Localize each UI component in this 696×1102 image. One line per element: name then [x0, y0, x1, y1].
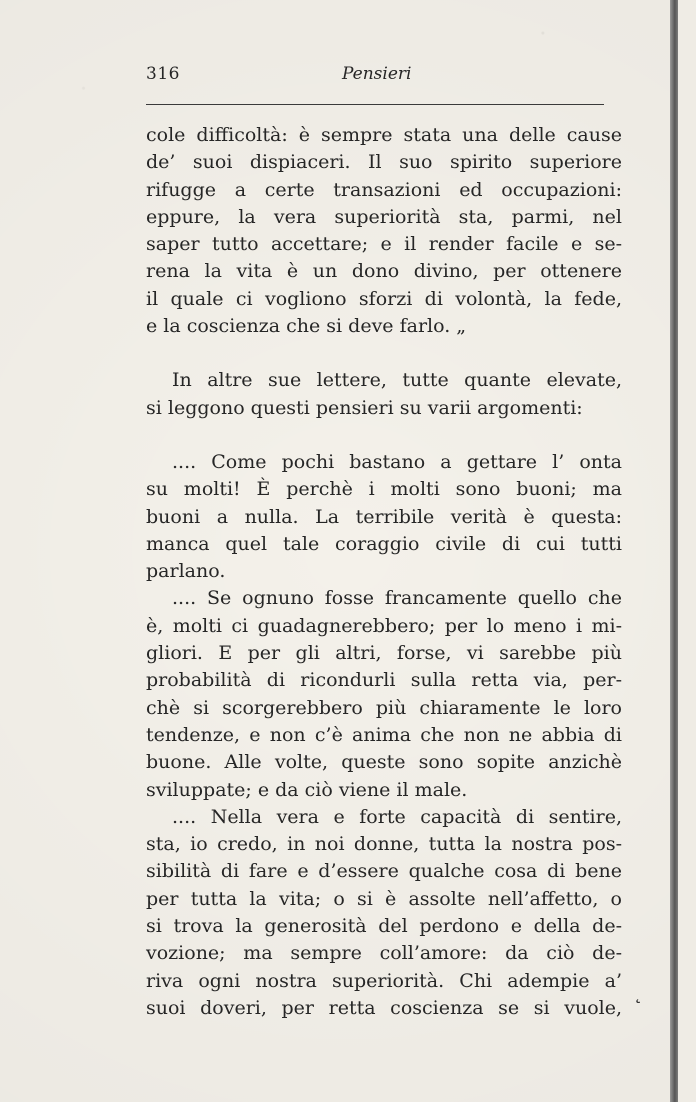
text-line: probabilità di ricondurli sulla retta via, per- — [146, 669, 622, 692]
text-line: tendenze, e non c’è anima che non ne abbia di — [146, 723, 622, 746]
text-line: per tutta la vita; o si è assolte nell’affetto, o — [146, 887, 622, 910]
paragraph-thought-2 — [146, 585, 622, 803]
text-line: .... Nella vera e forte capacità di sentire, — [172, 805, 622, 828]
running-title: Pensieri — [342, 64, 412, 84]
page-header — [146, 64, 604, 90]
text-line: buone. Alle volte, queste sono sopite anzichè — [146, 751, 622, 774]
ink-mark: ˛ — [633, 980, 643, 1004]
text-line: .... Se ognuno fosse francamente quello che — [172, 587, 622, 610]
text-line: si trova la generosità del perdono e della de- — [146, 915, 622, 938]
text-line: eppure, la vera superiorità sta, parmi, nel — [146, 205, 622, 228]
paragraph-continuation — [146, 122, 622, 340]
text-line: sibilità di fare e d’essere qualche cosa di bene — [146, 860, 622, 883]
text-line: vozione; ma sempre coll’amore: da ciò de- — [146, 942, 622, 965]
text-line: saper tutto accettare; e il render facile e se- — [146, 233, 622, 256]
text-line: parlano. — [146, 560, 226, 583]
text-line: manca quel tale coraggio civile di cui tutti — [146, 532, 622, 555]
text-line: e la coscienza che si deve farlo. „ — [146, 315, 467, 338]
page-number: 316 — [146, 64, 180, 84]
text-line: si leggono questi pensieri su varii argomenti: — [146, 396, 583, 419]
page-edge-shadow — [670, 0, 678, 1102]
text-line: .... Come pochi bastano a gettare l’ onta — [172, 450, 622, 473]
text-line: sviluppate; e da ciò viene il male. — [146, 778, 468, 801]
text-line: buoni a nulla. La terribile verità è questa: — [146, 505, 622, 528]
text-line: sta, io credo, in noi donne, tutta la nostra pos- — [146, 833, 622, 856]
text-line: il quale ci vogliono sforzi di volontà, la fede, — [146, 287, 622, 310]
text-line: rifugge a certe transazioni ed occupazioni: — [146, 178, 622, 201]
header-rule — [146, 104, 604, 105]
text-line: è, molti ci guadagnerebbero; per lo meno i mi- — [146, 614, 622, 637]
body-text — [146, 122, 622, 1022]
text-line: de’ suoi dispiaceri. Il suo spirito superiore — [146, 151, 622, 174]
text-line: rena la vita è un dono divino, per ottenere — [146, 260, 622, 283]
text-line: riva ogni nostra superiorità. Chi adempie a’ — [146, 969, 622, 992]
paragraph-intro — [146, 367, 622, 422]
text-line: chè si scorgerebbero più chiaramente le loro — [146, 696, 622, 719]
page-margin-right — [678, 0, 696, 1102]
text-line: su molti! È perchè i molti sono buoni; ma — [146, 478, 622, 501]
text-line: In altre sue lettere, tutte quante elevate, — [172, 369, 622, 392]
paragraph-thought-3 — [146, 804, 622, 1022]
text-line: suoi doveri, per retta coscienza se si vuole, — [146, 996, 622, 1019]
paragraph-gap — [146, 340, 622, 367]
text-line: gliori. E per gli altri, forse, vi sarebbe più — [146, 642, 622, 665]
paragraph-thought-1 — [146, 449, 622, 585]
text-line: cole difficoltà: è sempre stata una delle cause — [146, 124, 622, 146]
paragraph-gap — [146, 422, 622, 449]
